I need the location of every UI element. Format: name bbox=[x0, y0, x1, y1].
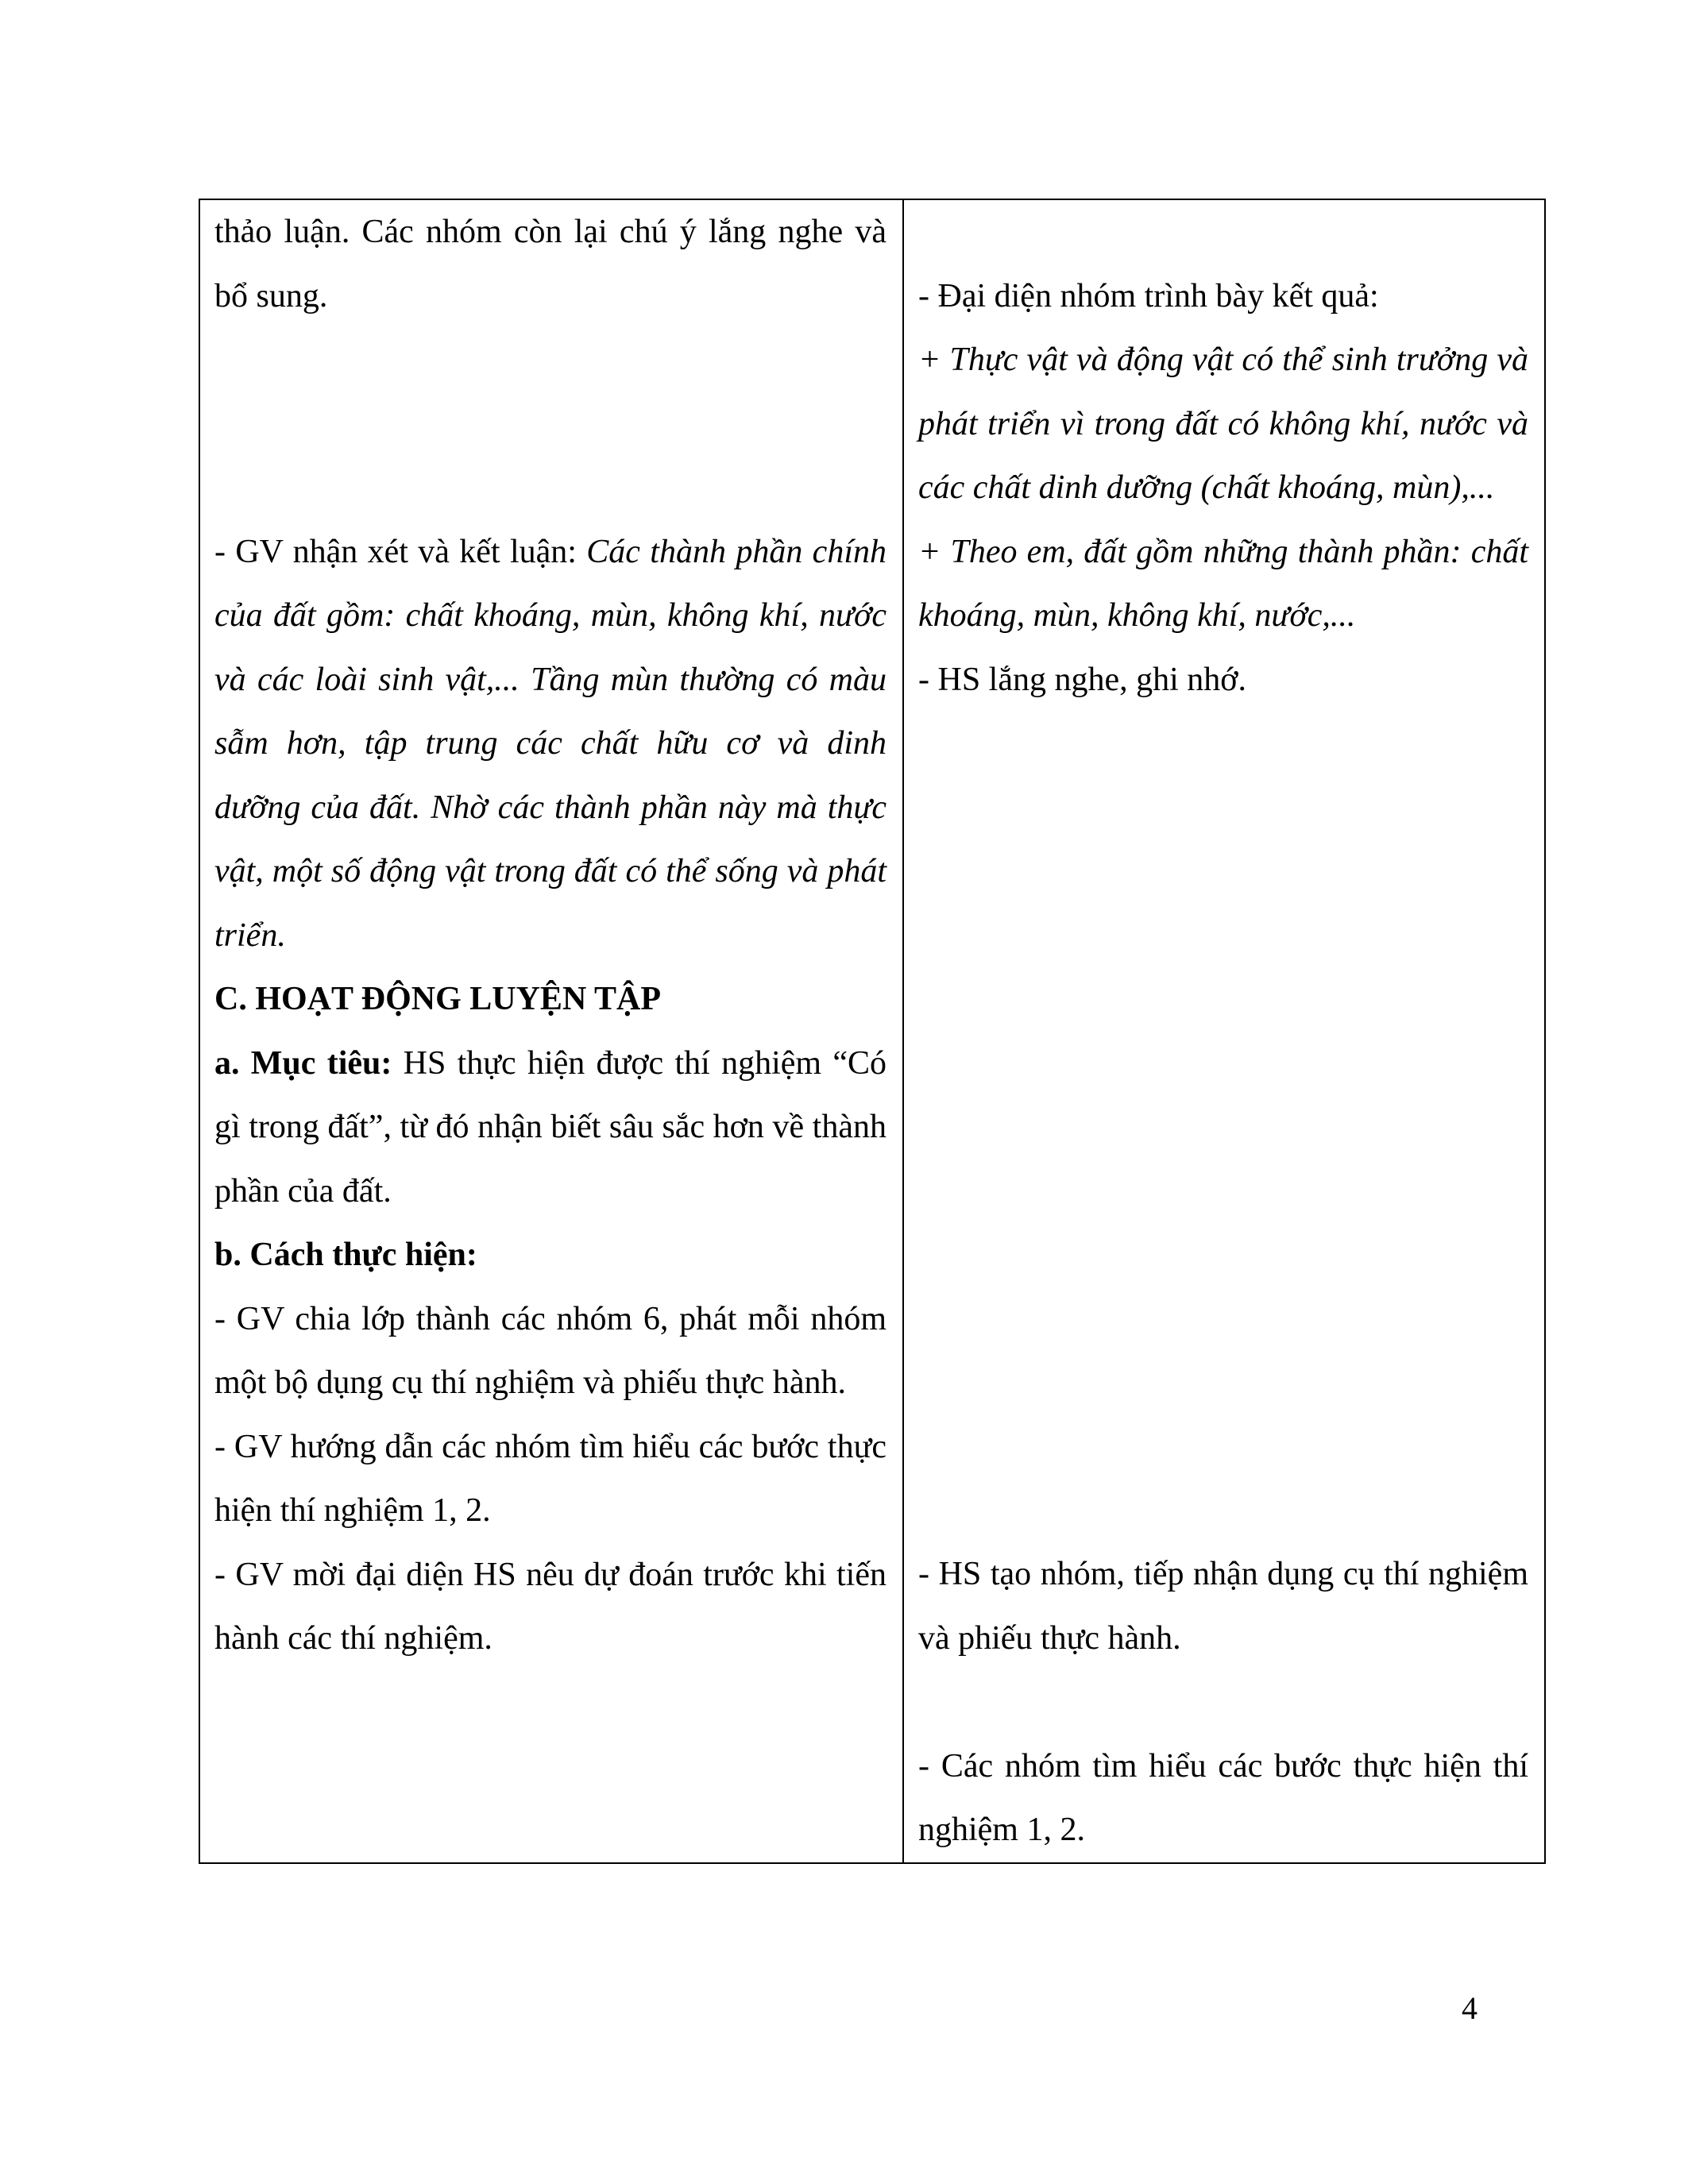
result-intro: - Đại diện nhóm trình bày kết quả: bbox=[918, 277, 1379, 314]
result-point-1: + Thực vật và động vật có thể sinh trưởng và phát triển vì trong đất có không khí, nước và các chất dinh dưỡng (chất khoáng, mùn),... bbox=[918, 341, 1528, 506]
teacher-activity-cell bbox=[199, 199, 903, 1863]
objective-label: a. Mục tiêu: bbox=[214, 1044, 392, 1082]
student-activity-cell bbox=[903, 199, 1545, 1863]
group-research: - Các nhóm tìm hiểu các bước thực hiện thí nghiệm 1, 2. bbox=[918, 1747, 1528, 1848]
conclusion-italic: Các thành phần chính của đất gồm: chất khoáng, mùn, không khí, nước và các loài sinh vật,... Tầng mùn thường có màu sẫm hơn, tập trung các chất hữu cơ và dinh dưỡng của đất. Nhờ các thành phần này mà thực vật, một số động vật trong đất có thể sống và phát triển. bbox=[214, 533, 886, 954]
group-formation: - HS tạo nhóm, tiếp nhận dụng cụ thí nghiệm và phiếu thực hành. bbox=[918, 1556, 1528, 1657]
conclusion-prefix: - GV nhận xét và kết luận: bbox=[214, 533, 587, 570]
table-row bbox=[199, 199, 1545, 1863]
page-number: 4 bbox=[1462, 1990, 1477, 2026]
listen-note: - HS lắng nghe, ghi nhớ. bbox=[918, 661, 1247, 698]
lesson-table bbox=[199, 199, 1546, 1864]
objective-paragraph bbox=[214, 1032, 886, 1224]
step-1: - GV chia lớp thành các nhóm 6, phát mỗi nhóm một bộ dụng cụ thí nghiệm và phiếu thực hành. bbox=[214, 1300, 886, 1401]
method-heading: b. Cách thực hiện: bbox=[214, 1237, 477, 1273]
result-point-2: + Theo em, đất gồm những thành phần: chất khoáng, mùn, không khí, nước,... bbox=[918, 533, 1528, 634]
step-2: - GV hướng dẫn các nhóm tìm hiểu các bước thực hiện thí nghiệm 1, 2. bbox=[214, 1428, 886, 1529]
section-heading: C. HOẠT ĐỘNG LUYỆN TẬP bbox=[214, 981, 662, 1017]
objective-text: HS thực hiện được thí nghiệm “Có gì trong đất”, từ đó nhận biết sâu sắc hơn về thành phần của đất. bbox=[214, 1044, 886, 1210]
step-3: - GV mời đại diện HS nêu dự đoán trước khi tiến hành các thí nghiệm. bbox=[214, 1556, 886, 1657]
discussion-paragraph: thảo luận. Các nhóm còn lại chú ý lắng nghe và bổ sung. bbox=[214, 214, 886, 314]
conclusion-paragraph bbox=[214, 520, 886, 968]
